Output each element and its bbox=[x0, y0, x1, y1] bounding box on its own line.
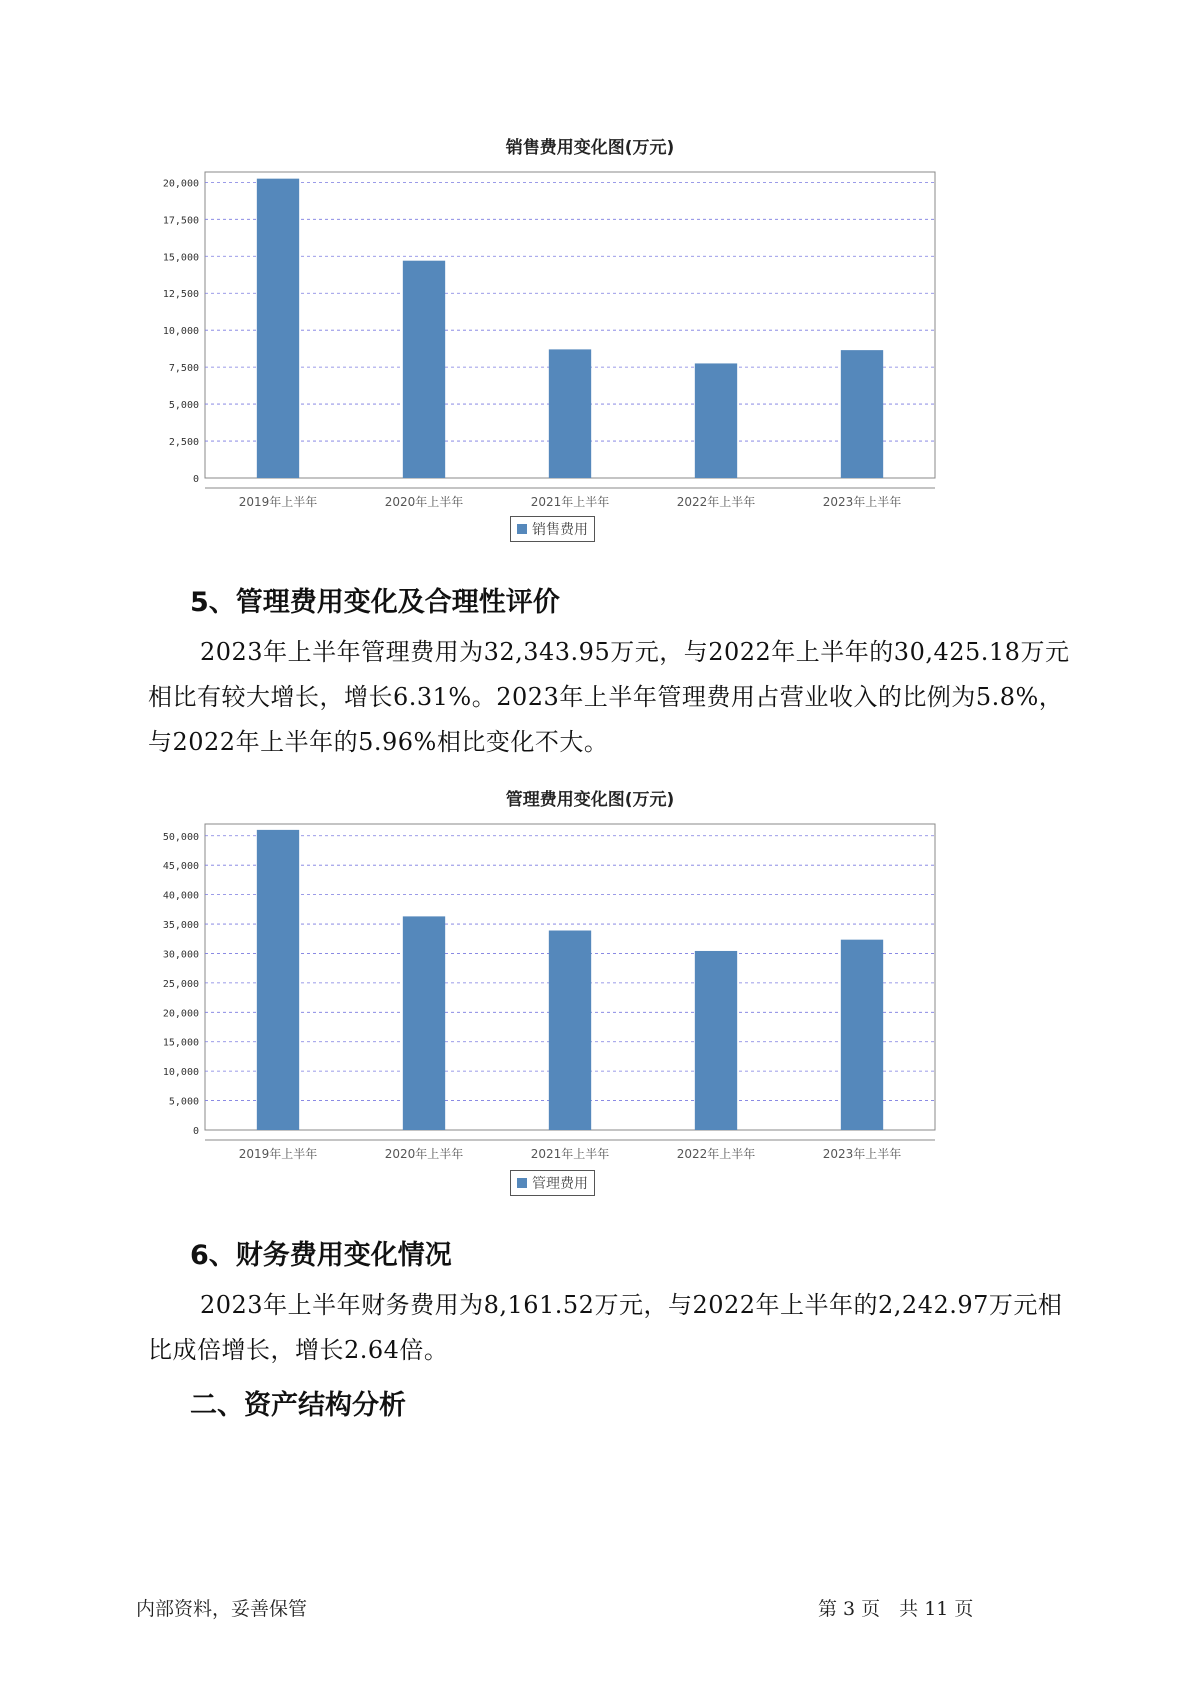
section-5-paragraph: 2023年上半年管理费用为32,343.95万元，与2022年上半年的30,425.18万元相比有较大增长，增长6.31%。2023年上半年管理费用占营业收入的比例为5.8%，与2022年上半年的5.96%相比变化不大。 bbox=[148, 638, 1070, 756]
bar bbox=[403, 916, 445, 1130]
x-tick-label: 2023年上半年 bbox=[822, 495, 902, 509]
bar bbox=[841, 940, 883, 1130]
bar bbox=[403, 261, 445, 478]
bar bbox=[695, 363, 737, 478]
legend-label: 管理费用 bbox=[532, 1176, 588, 1192]
admin-expense-chart-title: 管理费用变化图(万元) bbox=[505, 790, 675, 810]
bar bbox=[841, 350, 883, 478]
x-tick-label: 2021年上半年 bbox=[530, 495, 610, 509]
y-tick-label: 7,500 bbox=[168, 363, 199, 375]
footer-left: 内部资料，妥善保管 bbox=[136, 1598, 308, 1620]
y-tick-label: 40,000 bbox=[162, 890, 199, 902]
legend-swatch bbox=[517, 1178, 527, 1188]
section-5-heading: 5、管理费用变化及合理性评价 bbox=[190, 587, 560, 618]
admin-expense-chart-plot bbox=[150, 812, 1030, 1192]
y-tick-label: 0 bbox=[192, 1126, 199, 1137]
y-tick-label: 10,000 bbox=[162, 326, 199, 338]
y-tick-label: 17,500 bbox=[162, 215, 199, 227]
y-tick-label: 0 bbox=[192, 474, 199, 485]
y-tick-label: 20,000 bbox=[162, 178, 199, 190]
section-6-heading: 6、财务费用变化情况 bbox=[190, 1240, 452, 1271]
footer-page-number: 第 3 页 共 11 页 bbox=[818, 1598, 974, 1620]
section-2-heading: 二、资产结构分析 bbox=[190, 1390, 406, 1421]
y-tick-label: 5,000 bbox=[168, 1096, 199, 1108]
bar bbox=[695, 951, 737, 1130]
y-tick-label: 50,000 bbox=[162, 831, 199, 843]
y-tick-label: 45,000 bbox=[162, 861, 199, 873]
x-tick-label: 2022年上半年 bbox=[676, 495, 756, 509]
bar bbox=[549, 349, 591, 478]
y-tick-label: 15,000 bbox=[162, 1037, 199, 1049]
bar bbox=[257, 179, 299, 478]
sales-expense-chart-title: 销售费用变化图(万元) bbox=[505, 138, 675, 158]
sales-expense-chart-plot bbox=[150, 160, 1030, 540]
x-tick-label: 2020年上半年 bbox=[384, 495, 464, 509]
legend-swatch bbox=[517, 524, 527, 534]
admin-expense-chart bbox=[150, 780, 1030, 1200]
y-tick-label: 20,000 bbox=[162, 1008, 199, 1020]
x-tick-label: 2019年上半年 bbox=[238, 1147, 318, 1161]
x-tick-label: 2019年上半年 bbox=[238, 495, 318, 509]
y-tick-label: 12,500 bbox=[162, 289, 199, 301]
x-tick-label: 2021年上半年 bbox=[530, 1147, 610, 1161]
sales-expense-legend bbox=[510, 516, 595, 542]
x-tick-label: 2020年上半年 bbox=[384, 1147, 464, 1161]
admin-expense-legend bbox=[510, 1170, 595, 1196]
y-tick-label: 35,000 bbox=[162, 920, 199, 932]
x-tick-label: 2022年上半年 bbox=[676, 1147, 756, 1161]
y-tick-label: 5,000 bbox=[168, 400, 199, 412]
sales-expense-chart bbox=[150, 128, 1030, 548]
y-tick-label: 10,000 bbox=[162, 1067, 199, 1079]
section-6-paragraph: 2023年上半年财务费用为8,161.52万元，与2022年上半年的2,242.97万元相比成倍增长，增长2.64倍。 bbox=[148, 1291, 1063, 1364]
bar bbox=[257, 830, 299, 1130]
legend-label: 销售费用 bbox=[532, 522, 588, 538]
bar bbox=[549, 931, 591, 1130]
y-tick-label: 2,500 bbox=[168, 437, 199, 449]
y-tick-label: 15,000 bbox=[162, 252, 199, 264]
y-tick-label: 25,000 bbox=[162, 978, 199, 990]
y-tick-label: 30,000 bbox=[162, 949, 199, 961]
x-tick-label: 2023年上半年 bbox=[822, 1147, 902, 1161]
